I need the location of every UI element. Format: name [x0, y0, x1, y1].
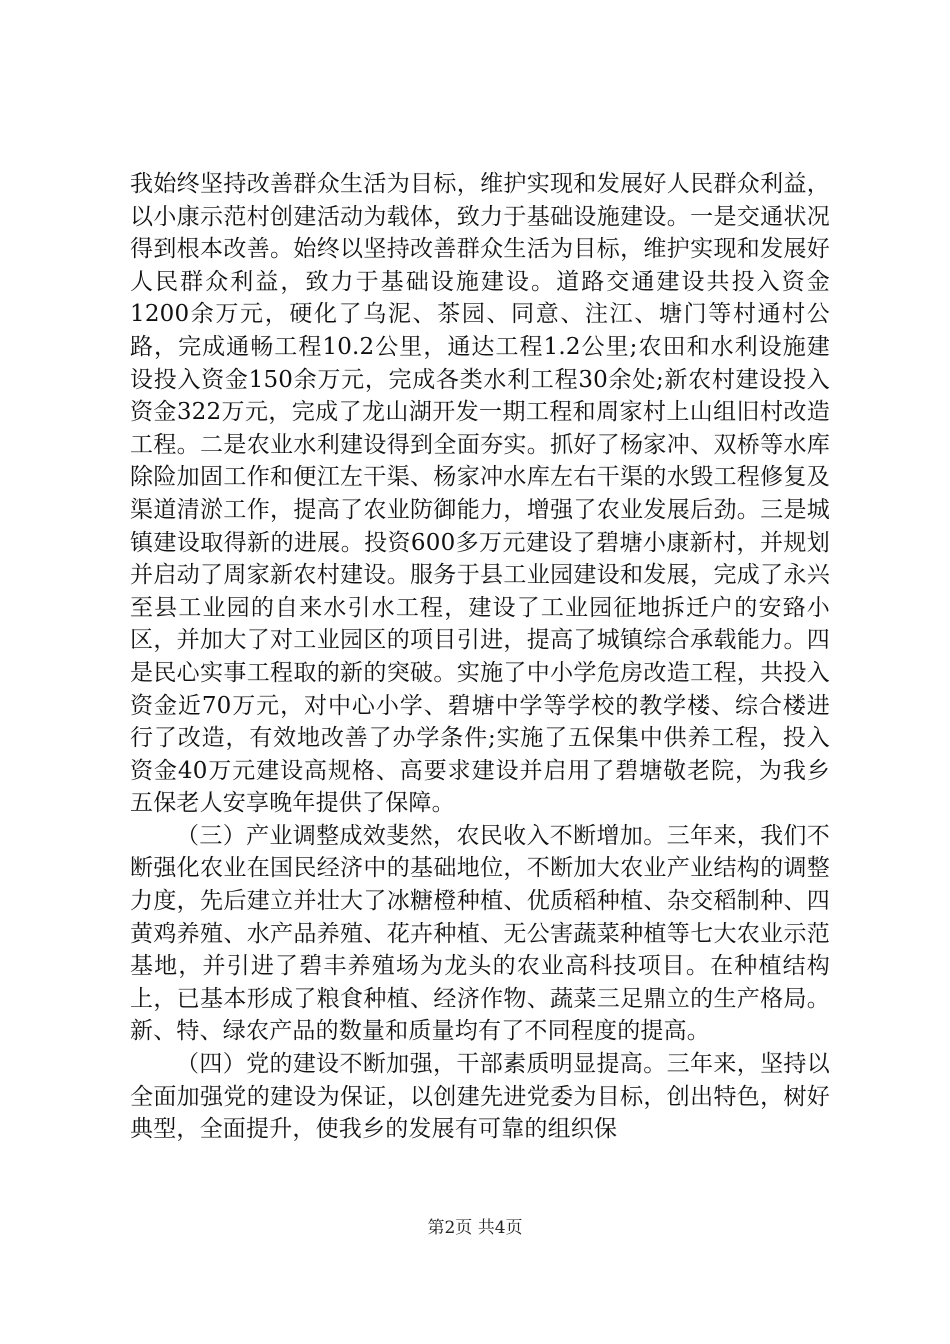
- paragraph-party-building: （四）党的建设不断加强，干部素质明显提高。三年来，坚持以全面加强党的建设为保证，以创建先进党委为目标，创出特色，树好典型，全面提升，使我乡的发展有可靠的组织保: [130, 1051, 830, 1143]
- paragraph-industry-adjustment: （三）产业调整成效斐然，农民收入不断增加。三年来，我们不断强化农业在国民经济中的基础地位，不断加大农业产业结构的调整力度，先后建立并壮大了冰糖橙种植、优质稻种植、杂交稻制种、四黄鸡养殖、水产品养殖、花卉种植、无公害蔬菜种植等七大农业示范基地，并引进了碧丰养殖场为龙头的农业高科技项目。在种植结构上，已基本形成了粮食种植、经济作物、蔬菜三足鼎立的生产格局。新、特、绿农产品的数量和质量均有了不同程度的提高。: [130, 822, 830, 1045]
- page-footer: 第2页 共4页: [427, 1218, 523, 1238]
- paragraph-infrastructure: 我始终坚持改善群众生活为目标，维护实现和发展好人民群众利益，以小康示范村创建活动为载体，致力于基础设施建设。一是交通状况得到根本改善。始终以坚持改善群众生活为目标，维护实现和发展好人民群众利益，致力于基础设施建设。道路交通建设共投入资金1200余万元，硬化了乌泥、茶园、同意、注江、塘门等村通村公路，完成通畅工程10.2公里，通达工程1.2公里;农田和水利设施建设投入资金150余万元，完成各类水利工程30余处;新农村建设投入资金322万元，完成了龙山湖开发一期工程和周家村上山组旧村改造工程。二是农业水利建设得到全面夯实。抓好了杨家冲、双桥等水库除险加固工作和便江左干渠、杨家冲水库左右干渠的水毁工程修复及渠道清淤工作，提高了农业防御能力，增强了农业发展后劲。三是城镇建设取得新的进展。投资600多万元建设了碧塘小康新村，并规划并启动了周家新农村建设。服务于县工业园建设和发展，完成了永兴至县工业园的自来水引水工程，建设了工业园征地拆迁户的安臵小区，并加大了对工业园区的项目引进，提高了城镇综合承载能力。四是民心实事工程取的新的突破。实施了中小学危房改造工程，共投入资金近70万元，对中心小学、碧塘中学等学校的教学楼、综合楼进行了改造，有效地改善了办学条件;实施了五保集中供养工程，投入资金40万元建设高规格、高要求建设并启用了碧塘敬老院，为我乡五保老人安享晚年提供了保障。: [130, 171, 830, 817]
- document-body: [130, 168, 830, 1146]
